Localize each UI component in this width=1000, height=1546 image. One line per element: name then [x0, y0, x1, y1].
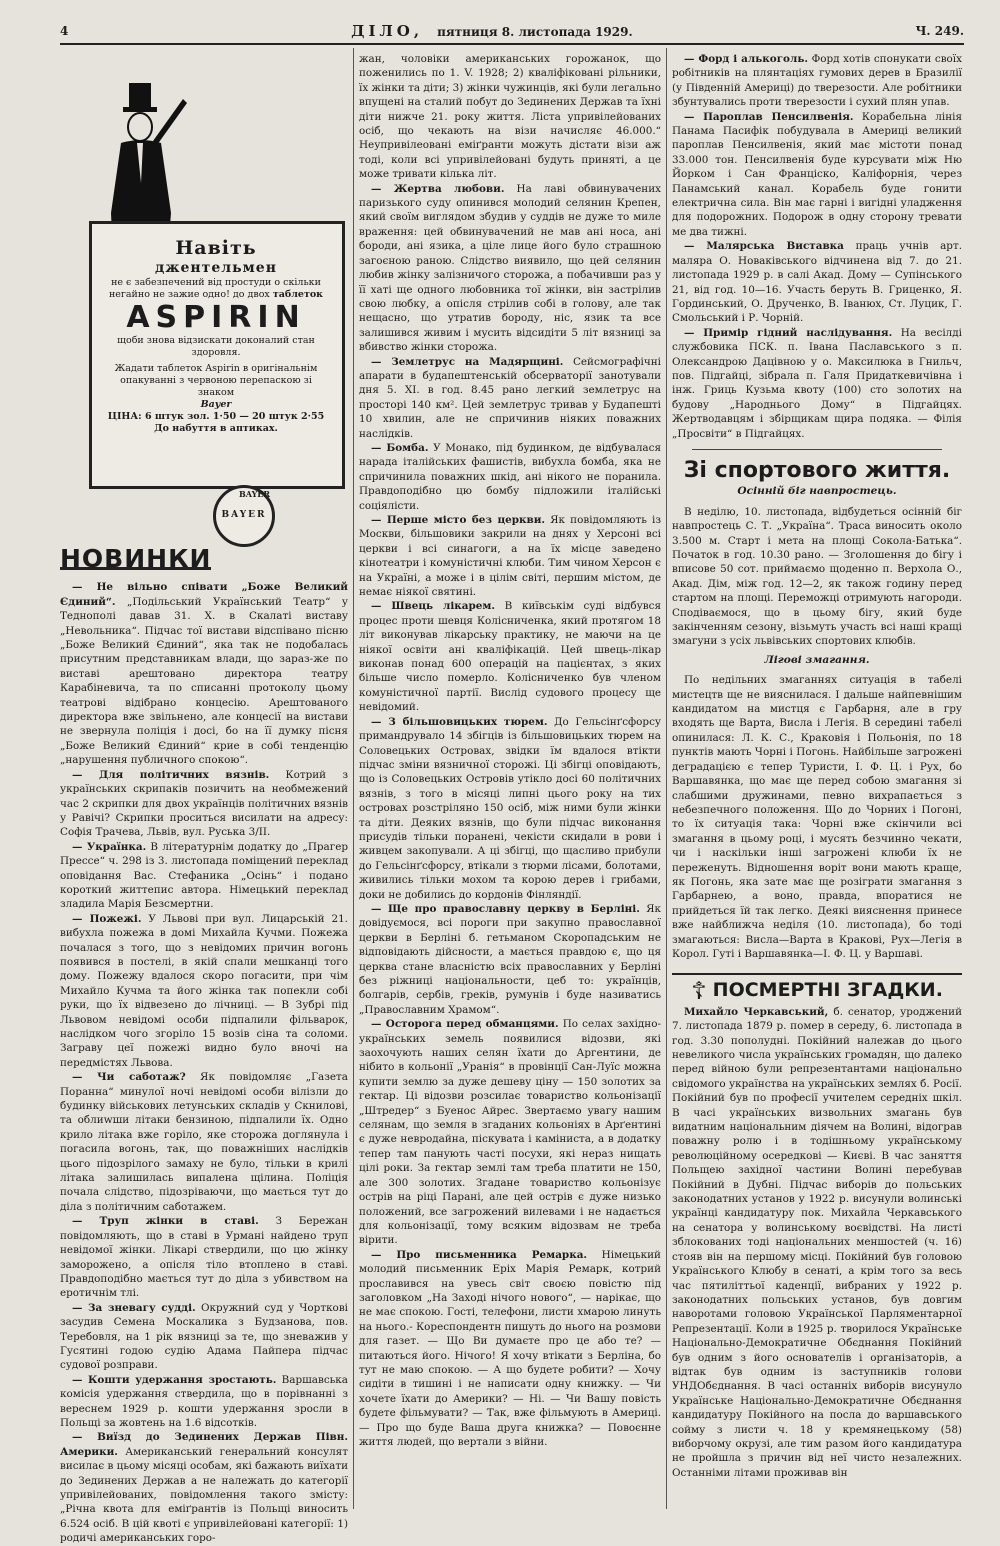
ad-tablets: таблеток	[272, 289, 324, 300]
ad-subheadline: джентельмен	[155, 260, 277, 276]
news-item-headline: — Землетрус на Мадярщині.	[371, 355, 564, 368]
news-item-text: По селах західно-українських земель появилися відозви, які заохочують наших селян їхати до Аргентини, де нібито в кольонії „Уранія“ в провінції Сан-Луїс можна купити землю за дуже дешеву ціну — 150 золотих за гектар. Ці відозви розсилає товариство кольонізації „Штредер“ з Буенос Айрес. Звертаємо увагу нашим селянам, що земля в згаданих кольоніях в Арґентині є дуже невродайна, піскувата і каміниста, а в додатку тепер там панують часті посухи, які нераз нищать цілі роки. За гектар землі там треба платити не 150, але 300 золотих. Згадане товариство кольонізує острів на ріці Парані, але цей острів є дуже низько положений, все загрожений вилевами і не надається для кольонізації, тому всяким відозвам не треба вірити.	[359, 1018, 661, 1247]
news-item	[60, 840, 348, 912]
column-1	[60, 52, 349, 1545]
sport-subhead-1: Осінній біг навпростець.	[737, 485, 897, 498]
ad-price: ЦІНА: 6 штук зол. 1·50 — 20 штук 2·55	[107, 411, 325, 422]
news-items-col3	[672, 52, 962, 441]
news-item	[60, 1301, 348, 1373]
news-item	[359, 441, 661, 513]
orthodox-cross-icon: ☦	[691, 977, 707, 1006]
news-item-headline: — Пароплав Пенсилвенія.	[684, 110, 854, 123]
news-item	[359, 52, 661, 182]
aspirin-ad-text	[101, 237, 331, 435]
column-divider	[666, 48, 667, 1509]
news-item-headline: — Осторога перед обманцями.	[371, 1018, 559, 1031]
sport-section-title: Зі спортового життя.	[683, 457, 951, 483]
news-item-headline: — Форд і алькоголь.	[684, 53, 808, 65]
news-item-text: В київськім суді відбувся процес проти шевця Колісниченка, який протягом 18 літ виконував лікарську практику, не маючи на це ніякої освіти ані кваліфікацій. Цей швець-лікар виконав понад 600 операцій на пацієнтах, з яких більше число померло. Колісниченко був членом комуністичної партії. Вислід судового процесу ще невідомий.	[359, 600, 661, 714]
news-item-headline: — Чи саботаж?	[72, 1071, 186, 1084]
ad-headline: Навіть	[175, 237, 257, 259]
news-item-headline: — Виїзд до Зединених Держав Півн. Америки.	[60, 1431, 348, 1458]
news-item-headline: — Ще про православну церкву в Берліні.	[371, 902, 640, 915]
news-item-text: На лаві обвинувачених паризького суду опинився молодий селянин Крепен, який своїм виглядом збудив у суддів не дуже то миле враження: цей обвинувачений не мав ані носа, ані бороди, ані язика, а ціле лице його було страшною загоєною раною. Слідство виявило, що цей селянин любив жінку залізничого сторожа, а побачивши раз у її хаті ще одного любовника тої жінки, він застрілив свою любку, а опісля стрілив собі в голову, але так нещасно, що утратив бороду, ніс, язик та все залишився живим і мусить відсидіти 5 літ вязниці за вбивство жінки сторожа.	[359, 182, 661, 354]
news-item-headline: — Швець лікарем.	[371, 600, 496, 613]
obituary-text: Михайло Черкавський, б. сенатор, уроджений 7. листопада 1879 р. помер в середу, 6. листопада в год. 3.30 пополудні. Покійний належав до цього невеликого числа українських громадян, що далеко перед війною були репрезентантами національно свідомого українства на українських землях б. Росії. Покійний був по професії учителем середніх шкіл. В часі українських визвольних змагань був видатним національним діячем на Волині, відограв поважну ролю і в тодішньому українському революційному осередкові — Києві. В час заняття Польщею західної частини Волині перебував Покійний в Дубні. Підчас виборів до польських законодатних установ у 1922 р. висунули волинські українці кандидатуру пок. Михайла Черкавського на сенатора у волинському воєвідстві. На листі зблокованих тоді національних меншостей (ч. 16) стояв він на першому місці. Покійний був головою Українського Клюбу в сенаті, а крім того за весь час пятиліттьої каденції, вибраних у 1922 р. законодатних польських установ, був довгим наворотами головою Української Парляментарної Репрезентації. Коли в 1925 р. творилося Українське Національно-Демократичне Обєднання Покійний був одним з його основателів і організаторів, а відтак був одним із заступників голови УНДОбєднання. В часі останніх виборів висунуло Українське Національно-Демократичне Обєднання кандидатуру Покійного на посла до варшавського сойму з листи ч. 18 у кремянецькому (58) виборчому окрузі, але тим разом його кандидатура не пройшла з причин від неї чисто незалежних. Останніми літами проживав він	[672, 1005, 962, 1479]
news-item	[359, 715, 661, 902]
news-item-text: „Подільський Український Театр“ у Теднополі давав 31. Х. в Скалаті виставу „Невольника“. Підчас тої вистави відспівано пісню „Боже Великий Єдиний“, яка так не подобалась присутним представникам влади, що зараз-же по виставі арештовано директора театру Карабіневича, та по списанні протоколу цьому театрові відібрано концесію. Арештованого директора вже звільнено, але концесії на вистави не звернула поліція і досі, бо на її думку пісня „Боже Великий Єдиний“ крие в собі тенденцію „нарушення публичного спокою“.	[60, 595, 348, 767]
news-item-headline: — Не вільно співати „Боже Великий Єдиний“.	[60, 581, 348, 608]
news-item-headline: — Бомба.	[371, 441, 429, 454]
news-item-text: Сейсмографічні апарати в будапештенській обсерваторії занотували дня 5. ХІ. в год. 8.45 рано легкий землетрус на просторі 140 км². Цей землетрус тривав у Будапешті 10 хвилин, але не спричинив ніяких поважних наслідків.	[359, 355, 661, 440]
ad-availability: До набуття в аптиках.	[154, 423, 278, 434]
news-item-text: Американський генеральний консулят висилає в цьому місяці особам, які бажають виїхати до Зединених Держав а не належать до категорії упривілейованих, повідомлення такого змісту: „Річна квота для еміґрантів із Польщі виносить 6.524 осіб. В цій квоті є упривілейовані категорії: 1) родичі американських горо-	[60, 1445, 348, 1545]
news-item	[60, 768, 348, 840]
masthead-line	[351, 22, 633, 40]
news-item	[359, 513, 661, 599]
news-item-headline: — Примір гідний наслідування.	[684, 326, 893, 339]
section-title-novynky: НОВИНКИ	[60, 544, 212, 573]
column-2	[359, 52, 661, 1511]
news-item-headline: — Малярська Виставка	[684, 240, 844, 253]
news-item-text: Як повідомляє „Газета Поранна“ минулої ночі невідомі особи вілізли до будинку військових летунських складів у Скнилові, та облиwши літаки бензиною, підпалили їх. Одно крило літака вже горіло, яке сторожа доглянула і погасила вогонь, так, що поважніших наслідків цього підозрілого замаху не було, тільки в крилі літака залишилась випалена щілина. Поліція почала слідство, підозріваючи, що мається тут до діла з політичним саботажем.	[60, 1071, 349, 1213]
news-item-headline: — Кошти удержання зростають.	[72, 1373, 277, 1386]
news-item-text: Варшавська комісія удержання ствердила, що в порівнанні з вереснем 1929 р. кошти удержання зросли в Польщі за жовтень на 1.6 відсотків.	[60, 1373, 348, 1429]
news-item-text: У Львові при вул. Лицарській 21. вибухла пожежа в домі Михайла Кучми. Пожежа почалася з того, що з невідомих причин вогонь появився в постелі, в якій спали мешканці того дому. Пожежу вдалося скоро погасити, при чім Михайло Кучма та його жінка так попекли собі руки, що їх відвезено до лічниці. — В Зубрі під Львовом невідомі особи підпалили фільварок, наслідком чого згоріло 15 возів сіна та соломи. Заграву цеї пожежі видно було вночі на передмістях Львова.	[60, 912, 348, 1069]
sport-paragraph-2: По недільних змаганнях ситуація в табелі мистецтв ще не вияснилася. І дальше найпевнішим кандидатом на мистця є Гарбарня, але в гру входять ще Варта, Висла і Легія. В середині табелі опинилася: Л. К. С., Краковія і Польонія, по 18 пунктів мають Чорні і Погонь. Найбільше загрожені деградацією є тепер Туристи, І. Ф. Ц. і Рух, бо Варшавянка, що має ще перед собою змагання зі слабшими дружинами, певно вихрапається з небезпечного положення. Що до Чорних і Погоні, то їх ситуація така: Чорні вже скінчили всі змагання в цьому році, і мусять безчинно чекати, чи і наскільки інші загрожені клюби їх не переженуть. Відношення воріт вони мають краще, як Погонь, яка зате має ще розіграти змагання з Гарбарнею, а воно, правда, впоратися не прийдеться їй так легко. Деякі вияснення принесе вже найближча неділя (10. листопада), бо тоді змагаються: Висла—Варта в Кракові, Рух—Легія в Корол. Гуті і Варшавянка—І. Ф. Ц. у Варшаві.	[672, 674, 962, 960]
news-item-headline: — З більшовицьких тюрем.	[371, 715, 548, 728]
news-item-text: Окружний суд у Чорткові засудив Семена Москалика з Будзанова, пов. Теребовля, на 1 рік вязниці за те, що зневажив у Гусятині годою судію Адама Пайпера підчас судової розправи.	[60, 1301, 348, 1372]
news-item	[359, 902, 661, 1017]
ad-body: не є забезпечений від простуди о скільки негайно не зажие одно! до двох	[108, 277, 321, 300]
news-item	[359, 182, 661, 355]
sport-subhead-2: Лігові змагання.	[764, 653, 870, 666]
news-item-text: жан, чоловіки американських горожанок, що поженились по 1. V. 1928; 2) кваліфіковані рільники, їх жінки та діти; 3) жінки чужинців, які були легально впущені на сталий побут до Зединених Держав та їхні діти нижче 21. року життя. Ліста упривілейованих осіб, що чекають на візи начисляє 46.000.“ Неупривілеовані еміґранти можуть дістати візи аж тоді, коли всі упривілейовані будуть приняті, а це може тривати кілька літ.	[359, 53, 661, 181]
issue-date: пятниця 8. листопада 1929.	[437, 25, 633, 39]
news-item-text: На весілді службовика ПСК. п. Івана Паславського з п. Олександрою Дацівною у о. Максилюка в Гнильч, пов. Підгайці, зібрала п. Галя Придаткевичівна і інж. Гриць Кузьма квоту (100) сто золотих на будову „Народнього Дому“ в Підгайцях. Жертводавцям і збірщикам щира подяка. — Філія „Просвіти“ в Підгайцях.	[672, 326, 962, 440]
news-item-text: В літературнім додатку до „Прагер Прессе“ ч. 298 із 3. листопада поміщений переклад оповідання Вас. Стефаника „Осінь“ і подано короткий життепис автора. Німецький переклад зладила Марія Безсмертни.	[60, 840, 348, 911]
sport-paragraph-1: В неділю, 10. листопада, відбудеться осінній біг навпростець С. Т. „Україна“. Траса виносить около 3.500 м. Старт і мета на площі Сокола-Батька“. Початок в год. 10.30 рано. — Зголошення до бігу і вписове 50 сот. приймаємо щоденно п. Верхола О., Акад. Дім, між год. 12—2, як також годину перед стартом на площі. Переможці отримують нагороди. Сподіваємося, що в цьому бігу, який буде закінченням сезону, візьмуть участь всі наші кращі змагуни з усіх львівських спортових клюбів.	[672, 505, 962, 648]
divider	[692, 449, 942, 450]
news-item-text: До Гельсінґсфорсу примандрувало 14 збігців із більшовицьких тюрем на Соловецьких Островах, звідки їм вдалося втікти підчас зміни вязничної сторожі. Ці збігці оповідають, що із Соловецьких Островів утікло досі 60 політичних вязнів, з того в місяці липні цього року на тих островах розстріляно 150 осіб, між ними були жінки та діти. Деяких вязнів, що були підчас виконання присудів тільки поранені, чекісти скидали в рови і живцем закопували. А ці збігці, що щасливо прибули до Гельсінґсфорсу, втікали з тюрми лісами, болотами, живились тільки мохом та корою дерев і грибами, доки не добились до кордонів Фінляндії.	[359, 715, 662, 901]
news-item-text: Форд хотів спонукати своїх робітників на плянтаціях гумових дерев в Бразилії (у Південній Америці) до тверезости. Але робітники збунтувались проти тверезости і сухий плян упав.	[672, 53, 962, 109]
news-item-headline: — Труп жінки в ставі.	[72, 1215, 259, 1228]
news-item-text: Корабельна лінія Панама Пасифік побудувала в Америці великий пароплав Пенсилвенія, який має містоти понад 33.000 тон. Пенсилвенія буде курсувати між Ню Йорком і Сан Франціско, Каліфорнія, через Панамський канал. Корабель буде гонити електрична сила. Він має гарні і вигідні уладження для подорожних. Подорож в одну сторону тревати ме два тижні.	[672, 110, 962, 238]
masthead: ДІЛО,	[351, 22, 424, 40]
news-item	[60, 1373, 348, 1431]
news-item	[359, 355, 661, 441]
news-item	[60, 912, 348, 1070]
news-item-headline: — Про письменника Ремарка.	[371, 1248, 588, 1261]
news-item-headline: — За зневагу судді.	[72, 1301, 196, 1314]
news-item	[60, 1214, 348, 1300]
news-item	[672, 239, 962, 325]
ad-body-3: Жадати таблеток Aspirin в оригінальнім опакуванні з червоною перепаскою зі знаком	[114, 363, 318, 398]
news-item-text: Котрий з українських скрипаків позичить на необмежений час 2 скрипки для двох українців політичних вязнів у Равічі? Скрипки проситься висилати на адресу: Софія Трачева, Львів, вул. Руська 3/ІІ.	[60, 768, 348, 839]
news-item-text: Німецький молодий письменник Еріх Марія Ремарк, котрий прославився на увесь світ своєю повістю під заголовком „На Заході нічого нового“, — нарікає, що не має спокою. Гості, телефони, листи хмарою линуть на нього.- Кореспондентн пишуть до нього на розмови для газет. — Що Ви думаєте про це або те? — питаються його. Нічого! Я хочу втікати з Берліна, бо тут не маю спокою. — А що будете робити? — Хочу сидіти в тишині і не написати одну книжку. — Чи хочете їхати до Америки? — Ні. — Чи Вашу повість будете фільмувати? — Так, вже фільмують в Америці. — Про що буде Ваша друга книжка? — Повоєнне життя людей, що вертали з війни.	[359, 1248, 661, 1448]
news-item-headline: — Пожежі.	[72, 912, 142, 925]
news-item-headline: — Перше місто без церкви.	[371, 514, 546, 526]
news-item	[60, 1430, 348, 1545]
news-item-headline: — Українка.	[72, 840, 147, 853]
news-item	[672, 110, 962, 240]
header-rule	[60, 43, 964, 45]
news-item	[672, 52, 962, 110]
news-item	[672, 326, 962, 441]
issue-number: Ч. 249.	[915, 24, 964, 38]
column-3	[672, 52, 962, 1511]
ad-body-2: щоби знова відзискати доконалий стан здоровля.	[117, 335, 315, 358]
news-item-headline: — Жертва любови.	[371, 182, 505, 195]
news-item	[60, 1070, 348, 1214]
ad-bayer-sign: Bayer	[200, 399, 232, 410]
bayer-cross-logo: BAYER BAYER	[213, 485, 275, 547]
news-item	[359, 599, 661, 714]
news-item	[359, 1017, 661, 1248]
news-item-headline: — Для політичних вязнів.	[72, 768, 270, 781]
news-item-text: Як довідуємося, всі пороги при закупно православної церкви в Берліні б. гетьманом Скоропадським не відповідають дійсности, а мається правдою є, що ця церква стане власністю всіх православних у Берліні без ріжниці національности, цеб то: українців, болгарів, сербів, греків, румунів і буде називатись „Православним Храмом“.	[359, 902, 661, 1016]
obituary-title: ☦ ПОСМЕРТНІ ЗГАДКИ.	[672, 973, 962, 998]
news-items-col2	[359, 52, 661, 1449]
news-item-text: праць учнів арт. маляра О. Новаківського відчинена від 7. до 21. листопада 1929 р. в салі Акад. Дому — Супінського 21, від год. 10—16. Участь беруть В. Гриценко, Я. Гординський, О. Друченко, В. Іванюх, Ст. Луцик, Г. Смольський і Р. Чорній.	[672, 240, 963, 325]
page-header	[60, 20, 964, 42]
aspirin-advertisement	[60, 52, 348, 520]
news-item	[60, 580, 348, 767]
news-items-col1	[60, 580, 348, 1545]
column-divider	[353, 48, 354, 1509]
news-item-text: З Бережан повідомляють, що в ставі в Урмані найдено труп невідомої жінки. Лікарі ствердили, що цю жінку заморожено, а опісля тіло втоплено в ставі. Правдоподібно мається тут до діла з убивством на еротичнім тлі.	[60, 1215, 348, 1300]
news-item-text: У Монако, під будинком, де відбувалася нарада італійських фашистів, вибухла бомба, яка не спричинила поважних шкід, ані нікого не поранила. Правдоподібно цю бомбу підложили італійські соціялісти.	[359, 441, 661, 512]
ad-brand: ASPIRIN	[126, 300, 306, 335]
page-number: 4	[60, 24, 69, 38]
news-item	[359, 1248, 661, 1450]
news-item-text: Як повідомляють із Москви, більшовики закрили на днях у Херсоні всі церкви і всі синагоги, а на їх місце заведено кінотеатри і комуністичні клюби. Тим чином Херсон є на Україні, а може і в цілім світі, першим містом, де немає ніякої святині.	[359, 514, 661, 599]
